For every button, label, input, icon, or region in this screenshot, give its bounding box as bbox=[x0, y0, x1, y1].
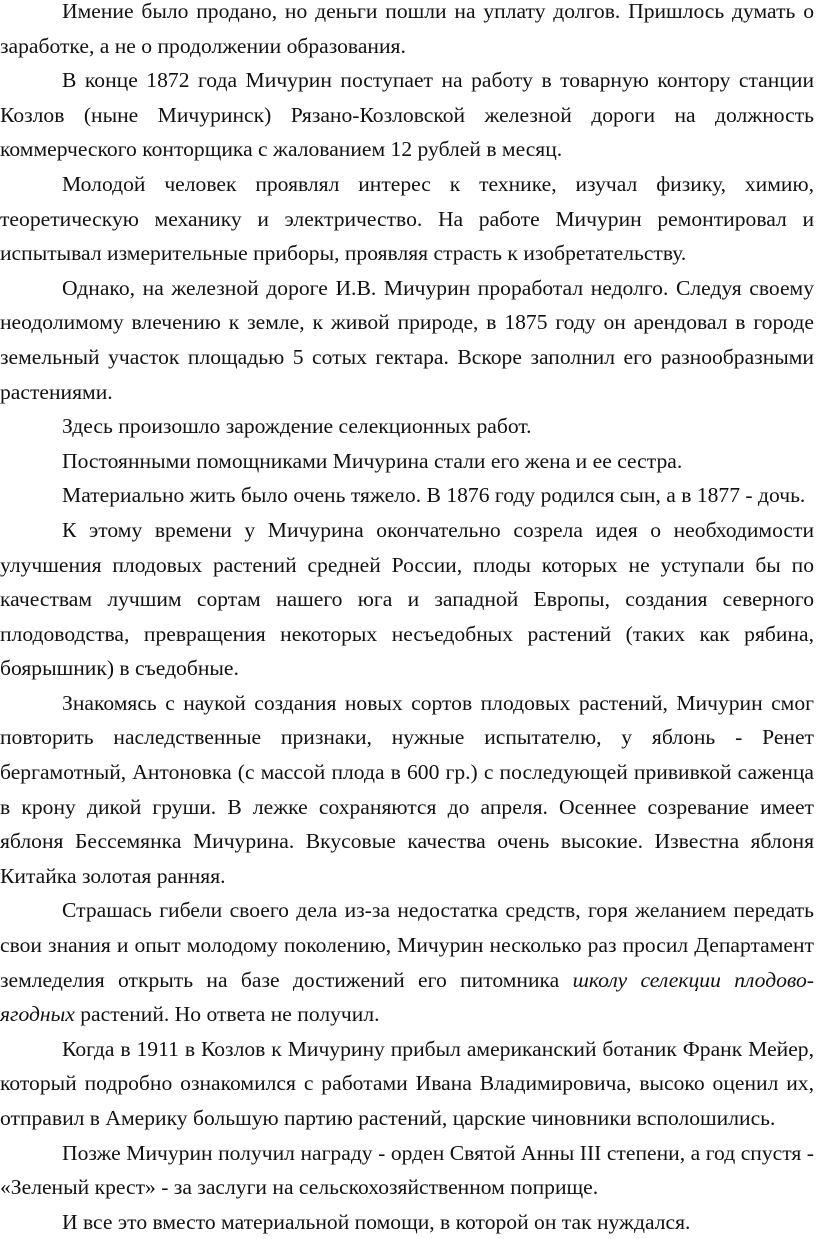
paragraph-selection-origin: Здесь произошло зарождение селекционных работ. bbox=[62, 414, 532, 439]
paragraph-final: И все это вместо материальной помощи, в которой он так нуждался. bbox=[62, 1209, 691, 1234]
school-request-text-before: Страшась гибели своего дела из-за недостатка средств, горя желанием передать свои знания и опыт молодому поколению, Мичурин несколько раз просил Департамент земледелия открыть на базе достижений его питомника bbox=[0, 898, 814, 992]
paragraph-idea: К этому времени у Мичурина окончательно созрела идея о необходимости улучшения плодовых растений средней России, плоды которых не уступали бы по качествам лучшим сортам нашего юга и западной Европы, создания северного плодоводства, превращения некоторых несъедобных растений (таких как рябина, боярышник) в съедобные. bbox=[0, 517, 814, 681]
paragraph-land-plot: Однако, на железной дороге И.В. Мичурин проработал недолго. Следуя своему неодолимому влечению к земле, к живой природе, в 1875 году он арендовал в городе земельный участок площадью 5 сотых гектара. Вскоре заполнил его разнообразными растениями. bbox=[0, 275, 814, 404]
paragraph-helpers: Постоянными помощниками Мичурина стали его жена и ее сестра. bbox=[62, 448, 683, 473]
school-request-text-after: растений. Но ответа не получил. bbox=[74, 1002, 380, 1027]
paragraph-technical-interest: Молодой человек проявлял интерес к технике, изучал физику, химию, теоретическую механику и электричество. На работе Мичурин ремонтировал и испытывал измерительные приборы, проявляя страсть к изобретательству. bbox=[0, 171, 814, 266]
paragraph-apple-varieties: Знакомясь с наукой создания новых сортов плодовых растений, Мичурин смог повторить наследственные признаки, нужные испытателю, у яблонь - Ренет бергамотный, Антоновка (с массой плода в 600 гр.) с последующей прививкой саженца в крону дикой груши. В лежке сохраняются до апреля. Осеннее созревание имеет яблоня Бессемянка Мичурина. Вкусовые качества очень высокие. Известна яблоня Китайка золотая ранняя. bbox=[0, 690, 814, 888]
paragraph-meyer-visit: Когда в 1911 в Козлов к Мичурину прибыл американский ботаник Франк Мейер, который подробно ознакомился с работами Ивана Владимировича, высоко оценил их, отправил в Америку большую партию растений, царские чиновники всполошились. bbox=[0, 1036, 814, 1130]
paragraph-hard-life: Материально жить было очень тяжело. В 1876 году родился сын, а в 1877 - дочь. bbox=[62, 483, 806, 508]
paragraph-school-request bbox=[0, 893, 814, 1031]
paragraph-estate-sold: Имение было продано, но деньги пошли на уплату долгов. Пришлось думать о заработке, а не о продолжении образования. bbox=[0, 0, 814, 58]
paragraph-awards: Позже Мичурин получил награду - орден Святой Анны III степени, а год спустя - «Зеленый крест» - за заслуги на сельскохозяйственном поприще. bbox=[0, 1140, 814, 1200]
school-request-italic: школу селекции плодово-ягодных bbox=[0, 967, 814, 1027]
paragraph-railway-job: В конце 1872 года Мичурин поступает на работу в товарную контору станции Козлов (ныне Мичуринск) Рязано-Козловской железной дороги на должность коммерческого конторщика с жалованием 12 рублей в месяц. bbox=[0, 68, 814, 162]
